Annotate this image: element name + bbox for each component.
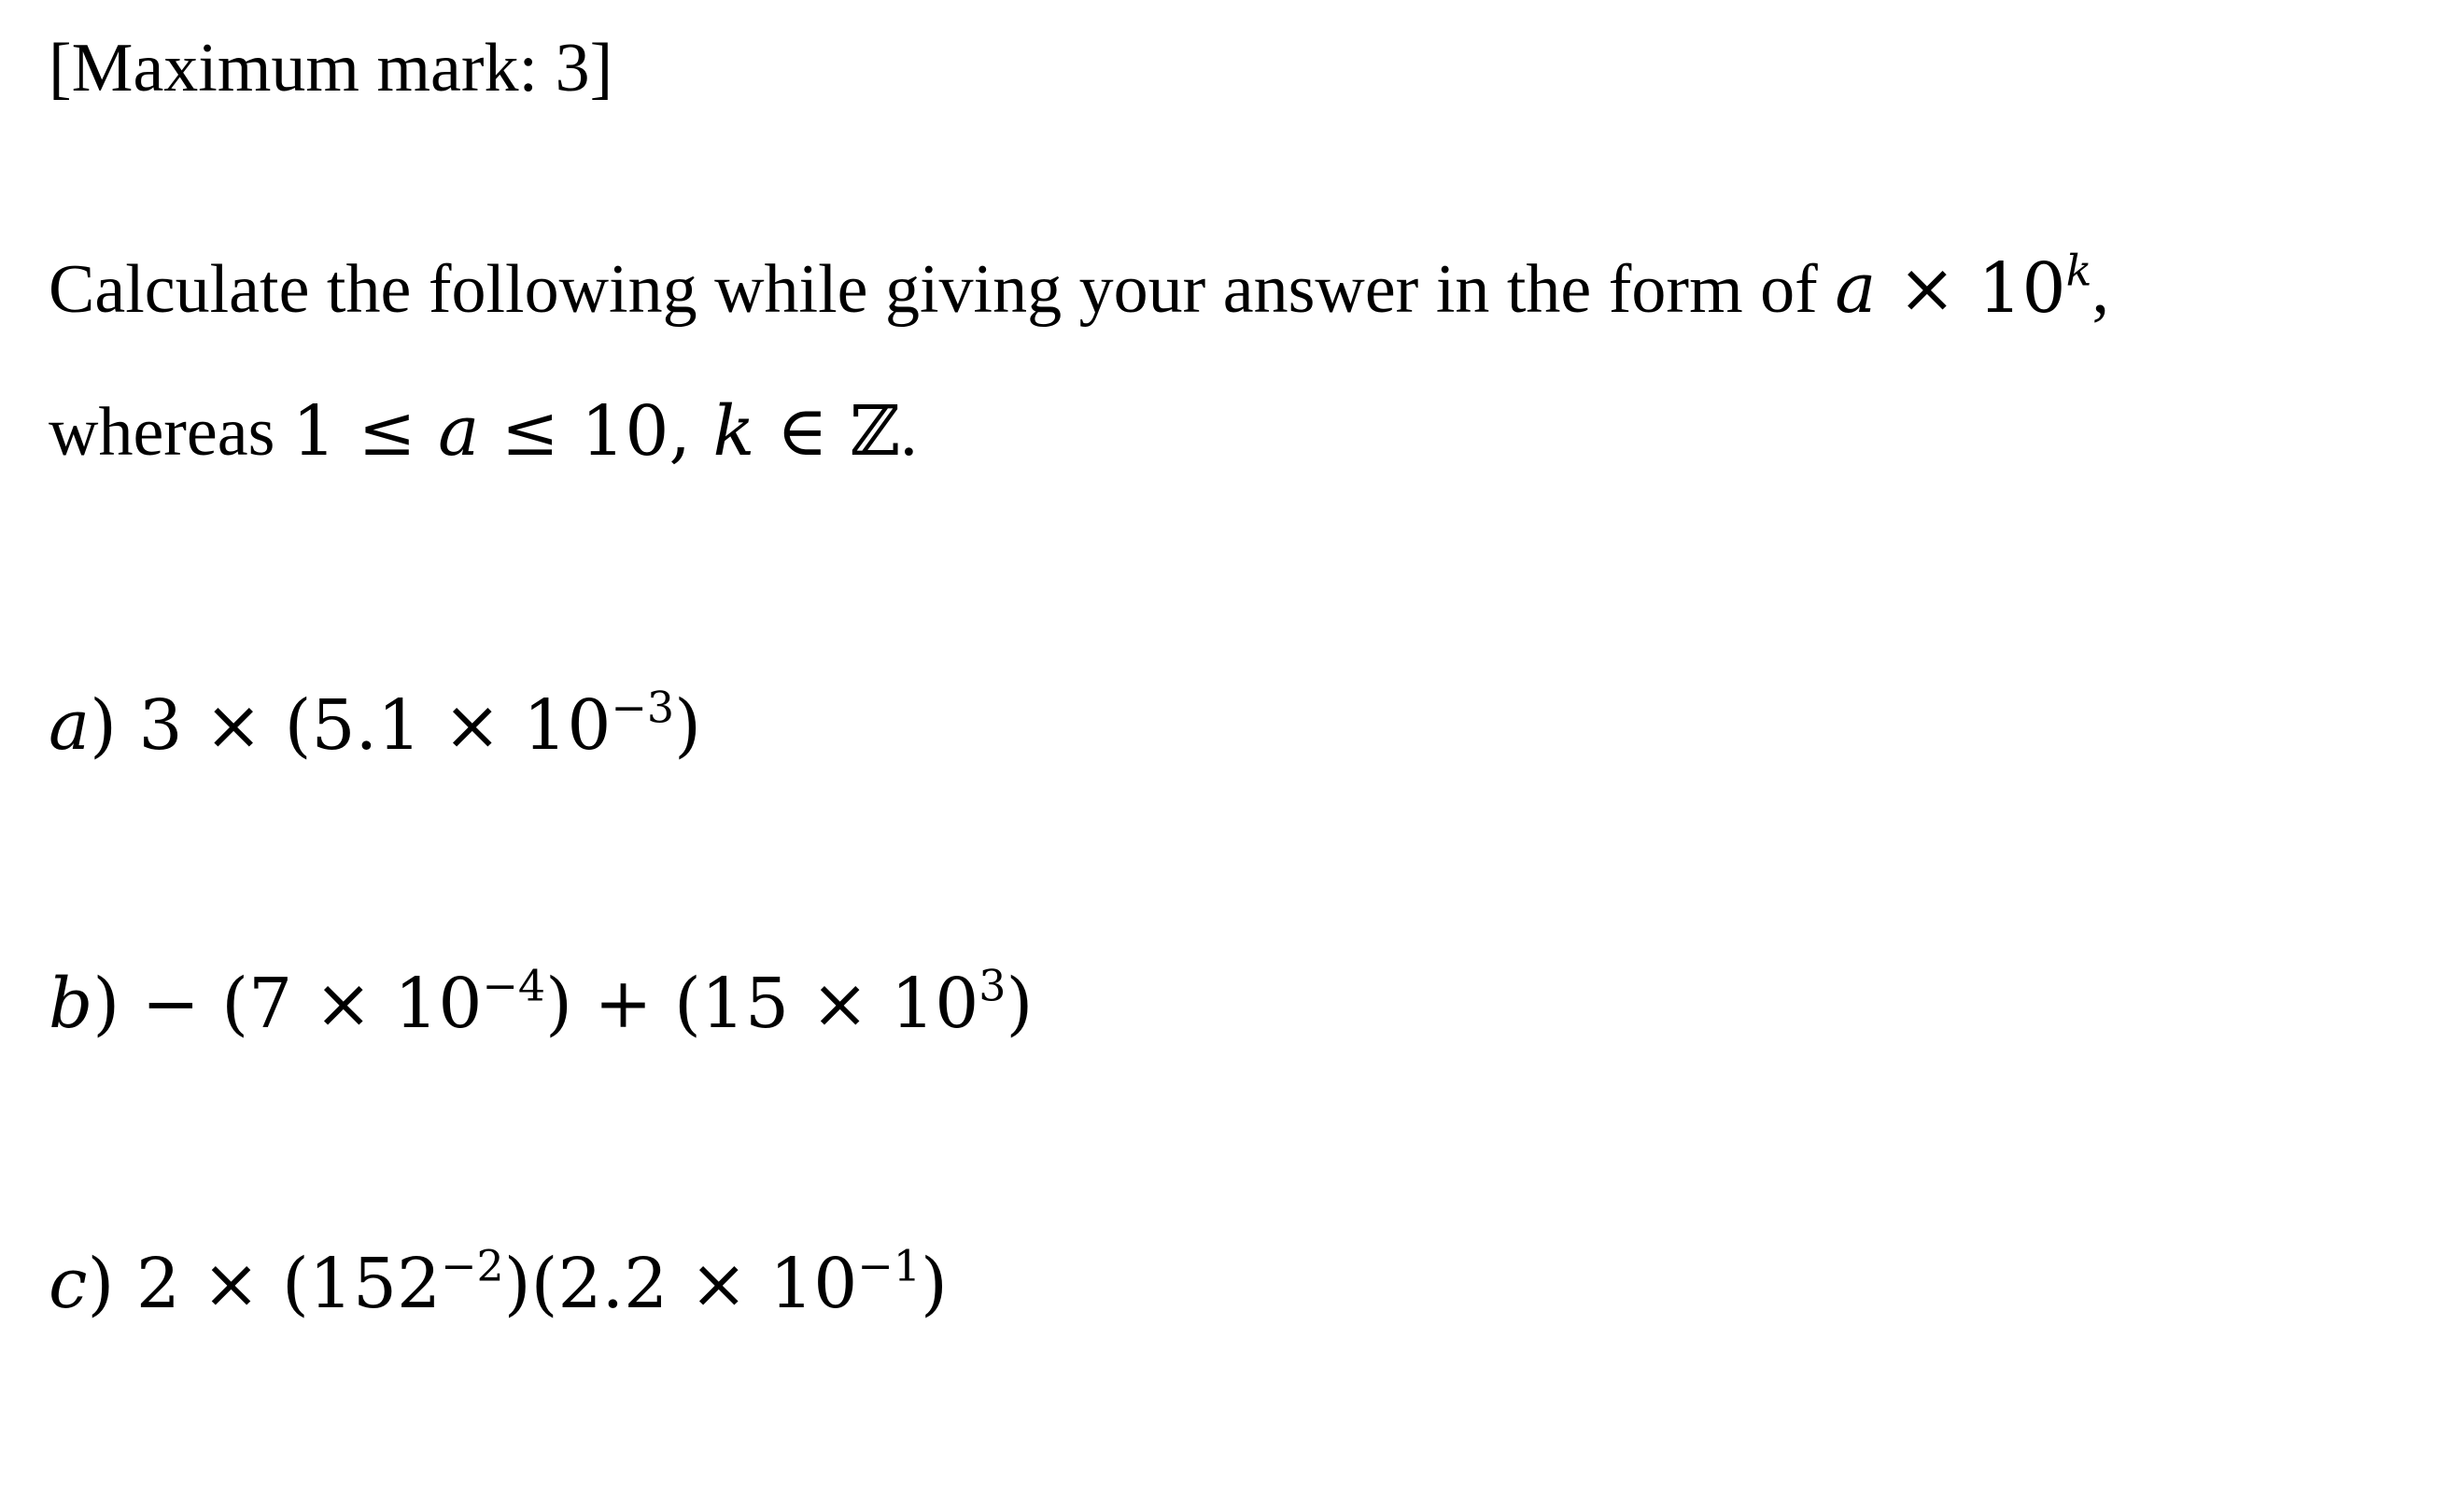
maximum-mark-heading: [Maximum mark: 3] — [49, 30, 613, 106]
question-exponent: 3 — [979, 960, 1007, 1011]
question-paren: ) — [92, 964, 142, 1044]
question-expression: ) — [674, 685, 701, 766]
math-cond-integers: ℤ — [850, 391, 901, 472]
math-exponent-k: k — [2065, 245, 2092, 296]
question-expression: 2 × (152 — [135, 1244, 442, 1324]
question-exponent: −4 — [482, 960, 546, 1011]
question-c — [49, 1240, 948, 1324]
question-label: b — [49, 964, 93, 1044]
question-label: a — [49, 685, 91, 766]
question-expression: − (7 × 10 — [141, 964, 483, 1044]
question-expression: ) — [1006, 964, 1034, 1044]
math-cond-period: . — [900, 394, 918, 471]
question-exponent: −2 — [441, 1240, 504, 1291]
question-paren: ) — [87, 1244, 136, 1324]
math-cond-a: a — [438, 391, 480, 472]
question-a — [49, 682, 701, 766]
math-cond-ten: ≤ 10, — [479, 391, 713, 472]
question-exponent: −3 — [611, 682, 675, 733]
question-expression: ) + (15 × 10 — [545, 964, 979, 1044]
question-b — [49, 960, 1034, 1044]
math-cond-one: 1 ≤ — [291, 391, 439, 472]
question-expression: ) — [921, 1244, 948, 1324]
math-cond-in: ∈ — [754, 391, 851, 472]
math-times-ten: × 10 — [1876, 248, 2066, 329]
question-expression: 3 × (5.1 × 10 — [138, 685, 612, 766]
instruction-line-1 — [49, 245, 2109, 329]
instruction-text: Calculate the following while giving your answer in the form of — [49, 251, 1836, 328]
instruction-line-2 — [49, 391, 918, 472]
question-label: c — [49, 1244, 88, 1324]
instruction-comma: , — [2091, 251, 2109, 328]
question-exponent: −1 — [857, 1240, 922, 1291]
math-var-a: a — [1835, 248, 1877, 329]
question-expression: )(2.2 × 10 — [503, 1244, 858, 1324]
instruction-whereas: whereas — [49, 394, 292, 471]
question-paren: ) — [90, 685, 139, 766]
math-cond-k: k — [712, 391, 755, 472]
